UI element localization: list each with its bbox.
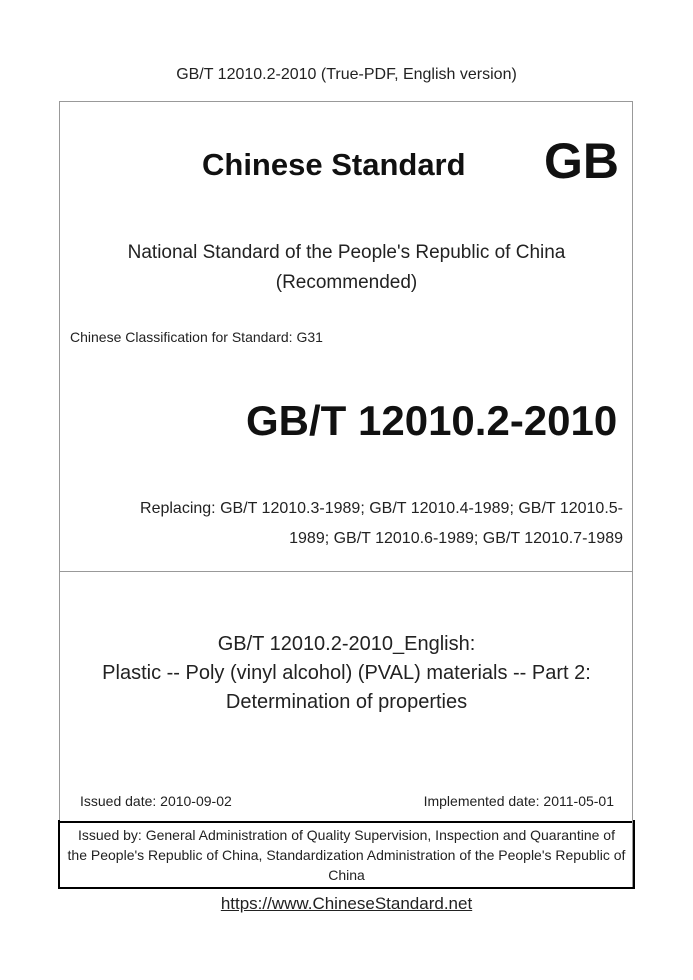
implemented-date: Implemented date: 2011-05-01 <box>423 793 614 809</box>
document-title-line-3: Determination of properties <box>225 691 468 713</box>
issuer-line-3: China <box>328 867 365 883</box>
issued-date: Issued date: 2010-09-02 <box>80 793 232 809</box>
document-title-line-2: Plastic -- Poly (vinyl alcohol) (PVAL) materials -- Part 2: <box>102 662 591 684</box>
cover-frame <box>59 101 633 888</box>
classification-line: Chinese Classification for Standard: G31 <box>70 329 323 345</box>
national-standard-line: National Standard of the People's Republic of China <box>127 242 566 263</box>
recommended-line: (Recommended) <box>275 272 418 293</box>
gb-mark: GB <box>544 133 619 189</box>
replacing-line-2: 1989; GB/T 12010.6-1989; GB/T 12010.7-1989 <box>289 530 623 547</box>
issuer-line-2: the People's Republic of China, Standardization Administration of the People's Republic of <box>67 847 626 863</box>
website-link[interactable]: https://www.ChineseStandard.net <box>220 894 473 913</box>
issuer-text <box>60 825 633 885</box>
issuer-line-1: Issued by: General Administration of Quality Supervision, Inspection and Quarantine of <box>78 827 615 843</box>
standard-number: GB/T 12010.2-2010 <box>246 397 618 444</box>
section-divider <box>60 571 632 572</box>
document-title-line-1: GB/T 12010.2-2010_English: <box>217 633 476 655</box>
replacing-line-1: Replacing: GB/T 12010.3-1989; GB/T 12010.4-1989; GB/T 12010.5- <box>140 500 623 517</box>
chinese-standard-title: Chinese Standard <box>202 147 466 182</box>
document-header-caption: GB/T 12010.2-2010 (True-PDF, English version) <box>176 66 517 83</box>
